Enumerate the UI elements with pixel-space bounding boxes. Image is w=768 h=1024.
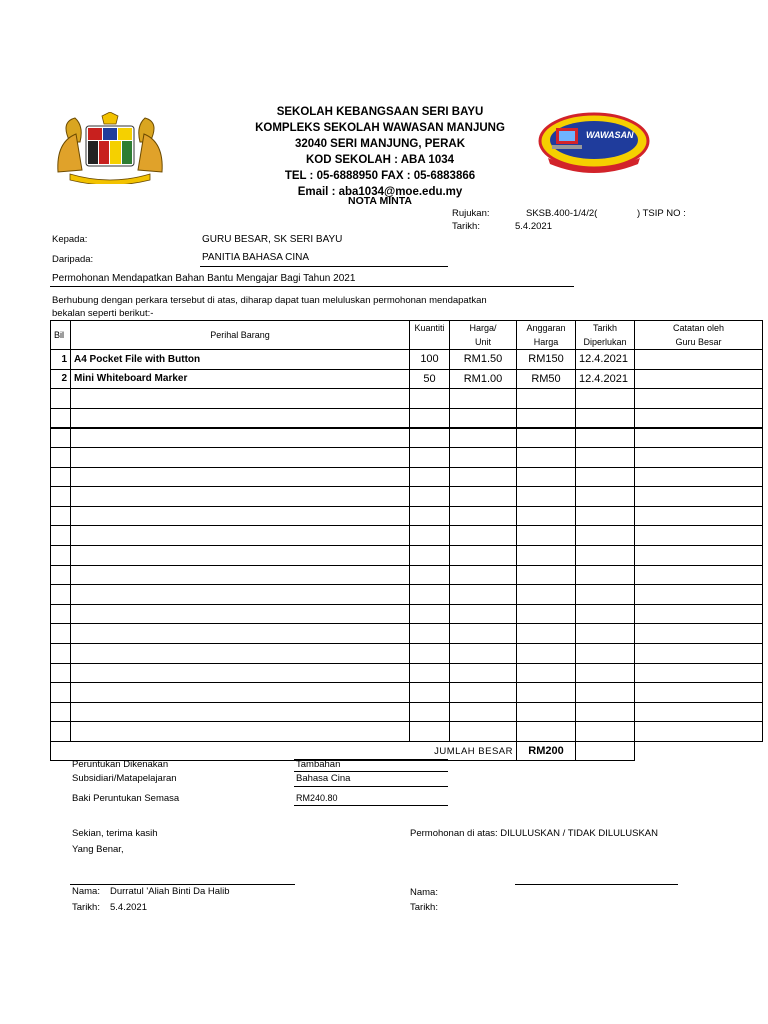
school-complex: KOMPLEKS SEKOLAH WAWASAN MANJUNG <box>255 122 505 134</box>
subsidiari-label: Subsidiari/Matapelajaran <box>72 773 177 784</box>
table-row <box>51 585 763 605</box>
row-note <box>635 369 763 389</box>
table-row <box>51 683 763 703</box>
left-nama-value: Durratul 'Aliah Binti Da Halib <box>110 886 230 897</box>
table-row <box>51 506 763 526</box>
left-tarikh-value: 5.4.2021 <box>110 902 147 913</box>
kepada-value: GURU BESAR, SK SERI BAYU <box>202 234 343 245</box>
peruntukan-value: Tambahan <box>296 759 341 770</box>
school-phone: TEL : 05-6888950 FAX : 05-6883866 <box>284 170 476 182</box>
malaysia-coat-of-arms-icon <box>50 112 170 184</box>
header-perihal: Perihal Barang <box>71 321 410 350</box>
table-row <box>51 604 763 624</box>
school-code: KOD SEKOLAH : ABA 1034 <box>305 154 455 166</box>
table-header-row <box>51 321 763 350</box>
row-unit-price: RM1.50 <box>450 350 517 370</box>
tarikh-value: 5.4.2021 <box>515 221 552 232</box>
school-name: SEKOLAH KEBANGSAAN SERI BAYU <box>276 106 484 118</box>
table-row <box>51 624 763 644</box>
wawasan-school-logo-icon <box>538 112 650 174</box>
header-tarikh: Tarikh Diperlukan <box>576 321 635 350</box>
document-title: NOTA MINTA <box>348 195 412 207</box>
row-bil: 1 <box>51 350 71 370</box>
left-signature-line <box>70 884 295 885</box>
tsip-label: ) TSIP NO : <box>637 208 686 219</box>
tarikh-label: Tarikh: <box>452 221 480 232</box>
right-nama-label: Nama: <box>410 887 438 898</box>
header-bil: Bil <box>51 321 71 350</box>
total-label: JUMLAH BESAR <box>51 741 517 761</box>
table-row <box>51 722 763 742</box>
header-anggaran: Anggaran Harga <box>517 321 576 350</box>
sekian-text: Sekian, terima kasih <box>72 828 158 839</box>
row-bil: 2 <box>51 369 71 389</box>
row-qty: 100 <box>410 350 450 370</box>
yang-benar-text: Yang Benar, <box>72 844 124 855</box>
table-row <box>51 408 763 428</box>
baki-label: Baki Peruntukan Semasa <box>72 793 180 804</box>
row-qty: 50 <box>410 369 450 389</box>
row-estimate: RM50 <box>517 369 576 389</box>
daripada-label: Daripada: <box>52 254 94 265</box>
header-harga-unit: Harga/ Unit <box>450 321 517 350</box>
table-row <box>51 663 763 683</box>
approval-text: Permohonan di atas: DILULUSKAN / TIDAK DILULUSKAN <box>410 828 658 839</box>
left-nama-label: Nama: <box>72 886 100 897</box>
wawasan-logo-text: WAWASAN <box>586 130 634 140</box>
left-tarikh-label: Tarikh: <box>72 902 100 913</box>
row-estimate: RM150 <box>517 350 576 370</box>
table-row <box>51 369 763 389</box>
table-row <box>51 545 763 565</box>
table-row <box>51 428 763 448</box>
school-email: Email : aba1034@moe.edu.my <box>297 186 463 198</box>
items-table <box>50 320 763 761</box>
subsidiari-value: Bahasa Cina <box>296 773 351 784</box>
rujukan-value: SKSB.400-1/4/2( <box>526 208 598 219</box>
table-row <box>51 526 763 546</box>
intro-line-2: bekalan seperti berikut:- <box>52 308 154 319</box>
kepada-label: Kepada: <box>52 234 88 245</box>
table-row <box>51 350 763 370</box>
right-tarikh-label: Tarikh: <box>410 902 438 913</box>
row-unit-price: RM1.00 <box>450 369 517 389</box>
right-signature-line <box>515 884 678 885</box>
row-note <box>635 350 763 370</box>
table-row <box>51 447 763 467</box>
total-value: RM200 <box>517 741 576 761</box>
table-row <box>51 467 763 487</box>
row-date: 12.4.2021 <box>576 350 635 370</box>
table-row <box>51 389 763 409</box>
table-row <box>51 487 763 507</box>
intro-line-1: Berhubung dengan perkara tersebut di atas, diharap dapat tuan meluluskan permohonan mendapatkan <box>52 295 487 306</box>
row-item: A4 Pocket File with Button <box>71 350 410 370</box>
peruntukan-label: Peruntukan Dikenakan <box>72 759 169 770</box>
subject-line: Permohonan Mendapatkan Bahan Bantu Mengajar Bagi Tahun 2021 <box>52 273 356 284</box>
daripada-value: PANITIA BAHASA CINA <box>202 252 310 263</box>
table-row <box>51 643 763 663</box>
row-date: 12.4.2021 <box>576 369 635 389</box>
school-address: 32040 SERI MANJUNG, PERAK <box>295 138 465 150</box>
row-item: Mini Whiteboard Marker <box>71 369 410 389</box>
table-row <box>51 702 763 722</box>
header-catatan: Catatan oleh Guru Besar <box>635 321 763 350</box>
header-kuantiti: Kuantiti <box>410 321 450 350</box>
baki-value: RM240.80 <box>296 793 338 803</box>
table-row <box>51 565 763 585</box>
rujukan-label: Rujukan: <box>452 208 490 219</box>
